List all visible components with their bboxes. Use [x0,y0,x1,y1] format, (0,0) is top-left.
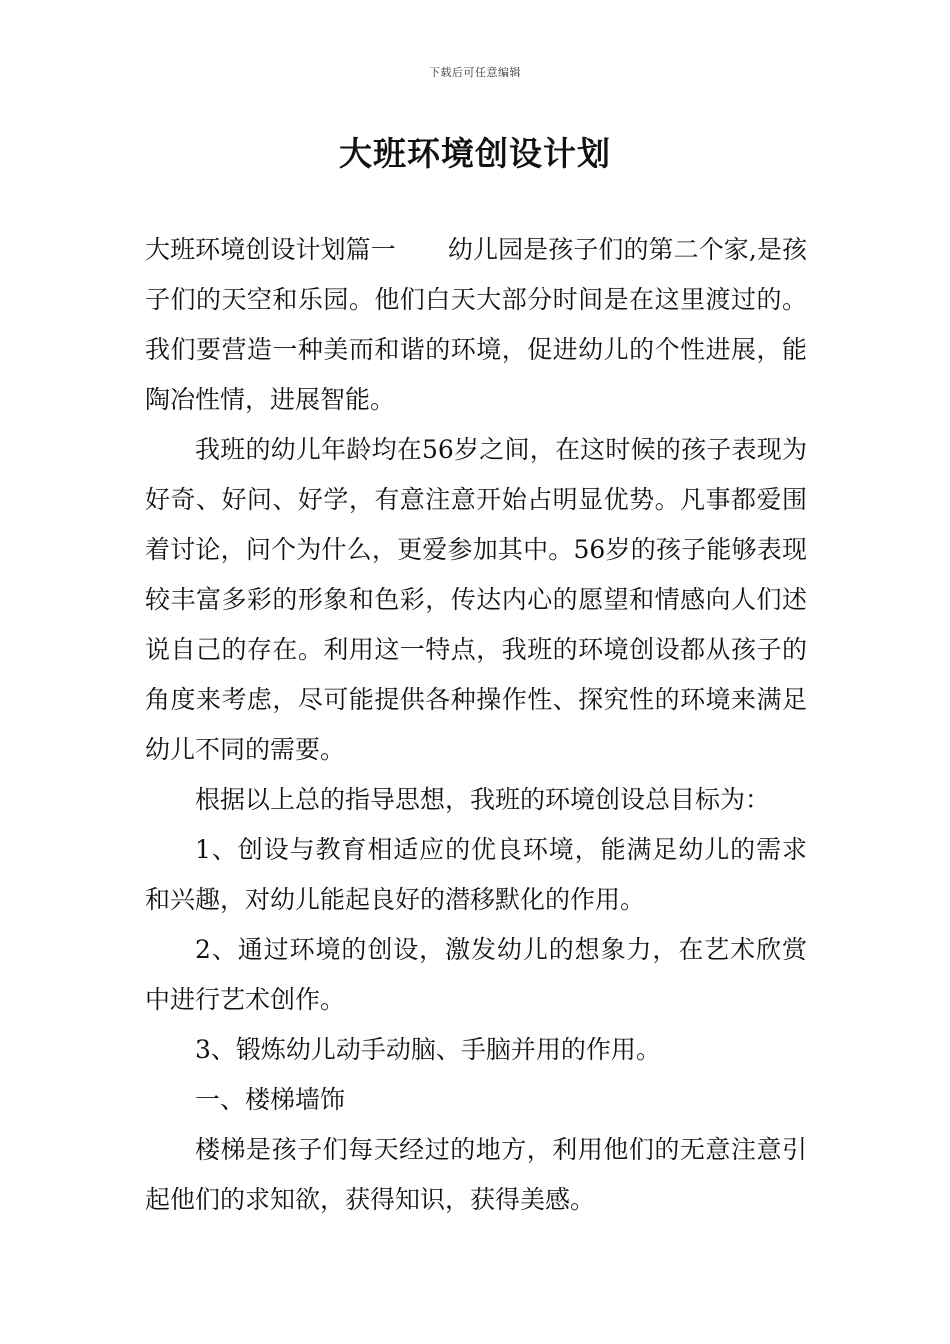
paragraph-goal-3: 3、锻炼幼儿动手动脑、手脑并用的作用。 [195,1035,661,1064]
intro-lead: 大班环境创设计划篇一 [145,235,396,264]
document-body [145,225,807,1225]
section-heading-stairs: 一、楼梯墙饰 [195,1085,346,1114]
paragraph-goal-2: 2、通过环境的创设，激发幼儿的想象力，在艺术欣赏中进行艺术创作。 [145,935,807,1014]
paragraph-goals-intro: 根据以上总的指导思想，我班的环境创设总目标为： [195,785,771,814]
intro-text: 幼儿园是孩子们的第二个家,是孩子们的天空和乐园。他们白天大部分时间是在这里渡过的。我们要营造一种美而和谐的环境，促进幼儿的个性进展，能陶冶性情，进展智能。 [145,235,807,414]
document-title: 大班环境创设计划 [339,134,611,173]
header-note: 下载后可任意编辑 [429,66,521,79]
intro-paragraph [145,225,807,425]
paragraph-class-profile: 我班的幼儿年龄均在56岁之间，在这时候的孩子表现为好奇、好问、好学，有意注意开始占明显优势。凡事都爱围着讨论，问个为什么，更爱参加其中。56岁的孩子能够表现较丰富多彩的形象和色彩，传达内心的愿望和情感向人们述说自己的存在。利用这一特点，我班的环境创设都从孩子的角度来考虑，尽可能提供各种操作性、探究性的环境来满足幼儿不同的需要。 [145,435,807,764]
paragraph-stairs: 楼梯是孩子们每天经过的地方，利用他们的无意注意引起他们的求知欲，获得知识，获得美感。 [145,1135,807,1214]
paragraph-goal-1: 1、创设与教育相适应的优良环境，能满足幼儿的需求和兴趣，对幼儿能起良好的潜移默化的作用。 [145,835,807,914]
